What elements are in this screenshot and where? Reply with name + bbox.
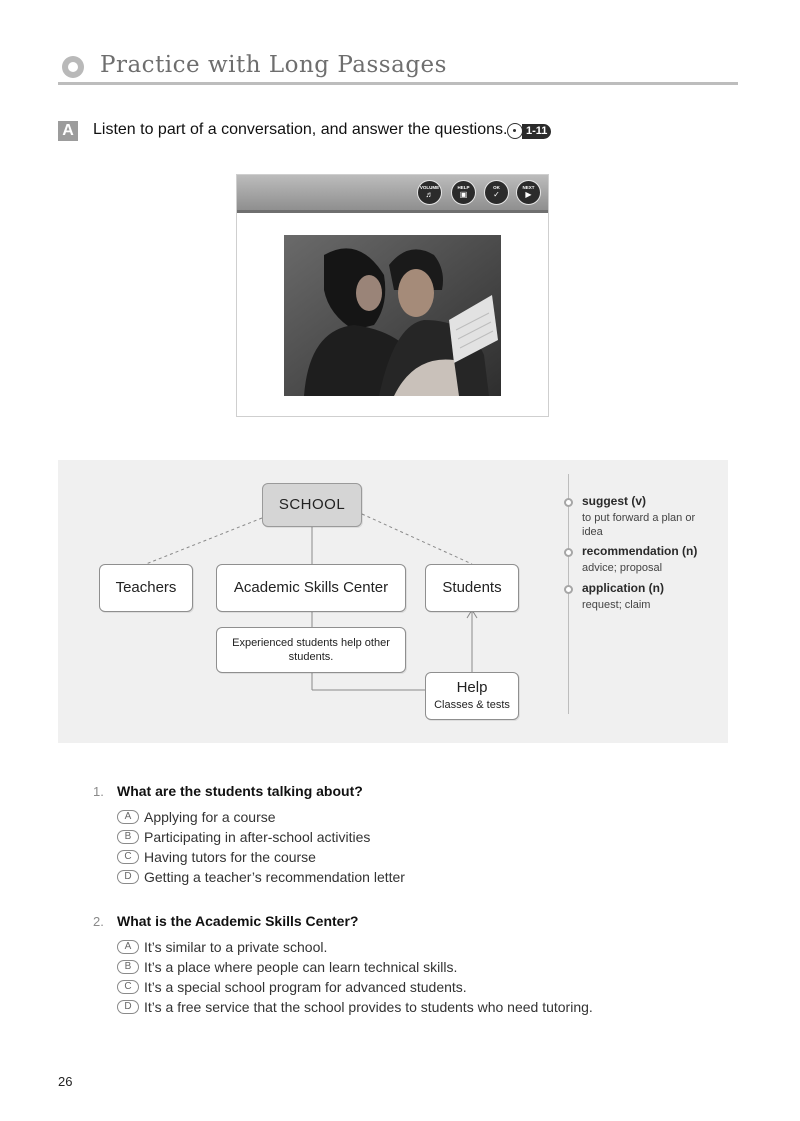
help-node: [425, 672, 519, 720]
help-node-title: Help: [456, 679, 488, 696]
answer-option[interactable]: [117, 828, 370, 846]
part-badge: A: [58, 121, 78, 141]
volume-button-label: VOLUME: [419, 185, 440, 190]
vocab-bullet-icon: [564, 548, 573, 557]
school-node: SCHOOL: [262, 483, 362, 527]
answer-option[interactable]: [117, 808, 276, 826]
answer-option[interactable]: [117, 938, 327, 956]
option-text: Getting a teacher’s recommendation letter: [144, 868, 405, 885]
next-icon: ▶: [525, 190, 532, 199]
next-button[interactable]: [516, 180, 541, 205]
option-text: It’s a place where people can learn technical skills.: [144, 958, 458, 975]
option-text: Participating in after-school activities: [144, 828, 371, 845]
students-node: Students: [425, 564, 519, 612]
ok-button[interactable]: [484, 180, 509, 205]
option-letter: A: [117, 810, 139, 824]
option-letter: A: [117, 940, 139, 954]
option-letter: C: [117, 850, 139, 864]
vocab-term: recommendation (n): [582, 544, 698, 558]
instruction-text: Listen to part of a conversation, and answer the questions.: [93, 121, 508, 138]
help-button-label: HELP: [457, 185, 470, 190]
checkmark-icon: ✓: [493, 190, 500, 199]
vocab-term: application (n): [582, 581, 664, 595]
speaker-icon: ♬: [425, 190, 434, 199]
option-text: It’s similar to a private school.: [144, 938, 328, 955]
question-text: What are the students talking about?: [117, 783, 363, 799]
section-divider: [58, 82, 738, 85]
page-number: 26: [58, 1074, 73, 1089]
next-button-label: NEXT: [522, 185, 535, 190]
concept-map-panel: [58, 460, 728, 743]
test-player-window: [236, 174, 549, 417]
answer-option[interactable]: [117, 848, 316, 866]
track-number: 1-11: [522, 124, 551, 139]
answer-option[interactable]: [117, 868, 405, 886]
option-text: It’s a special school program for advanced students.: [144, 978, 467, 995]
ok-button-label: OK: [493, 185, 500, 190]
vocab-bullet-icon: [564, 585, 573, 594]
help-node-subtitle: Classes & tests: [434, 699, 510, 711]
conversation-photo: [284, 235, 501, 396]
vocab-definition: to put forward a plan or idea: [582, 512, 696, 538]
help-icon: ▣: [459, 190, 468, 199]
cd-icon: [507, 123, 523, 139]
answer-option[interactable]: [117, 998, 593, 1016]
question-number: 1.: [93, 784, 104, 799]
academic-skills-center-node: Academic Skills Center: [216, 564, 406, 612]
option-letter: D: [117, 870, 139, 884]
option-text: Applying for a course: [144, 808, 276, 825]
volume-button[interactable]: [417, 180, 442, 205]
question-number: 2.: [93, 914, 104, 929]
section-bullet-icon: [62, 56, 84, 78]
option-text: It’s a free service that the school provides to students who need tutoring.: [144, 998, 593, 1015]
option-letter: B: [117, 830, 139, 844]
help-button[interactable]: [451, 180, 476, 205]
question-text: What is the Academic Skills Center?: [117, 913, 359, 929]
vocab-bullet-icon: [564, 498, 573, 507]
teachers-node: Teachers: [99, 564, 193, 612]
option-letter: B: [117, 960, 139, 974]
vocab-divider: [568, 474, 569, 714]
vocab-definition: advice; proposal: [582, 562, 663, 574]
option-letter: D: [117, 1000, 139, 1014]
experienced-students-node: Experienced students help other students.: [216, 627, 406, 673]
option-text: Having tutors for the course: [144, 848, 316, 865]
vocab-definition: request; claim: [582, 599, 651, 611]
answer-option[interactable]: [117, 978, 467, 996]
player-toolbar: [237, 175, 548, 213]
section-title: Practice with Long Passages: [100, 52, 447, 78]
vocab-term: suggest (v): [582, 494, 647, 508]
option-letter: C: [117, 980, 139, 994]
answer-option[interactable]: [117, 958, 457, 976]
